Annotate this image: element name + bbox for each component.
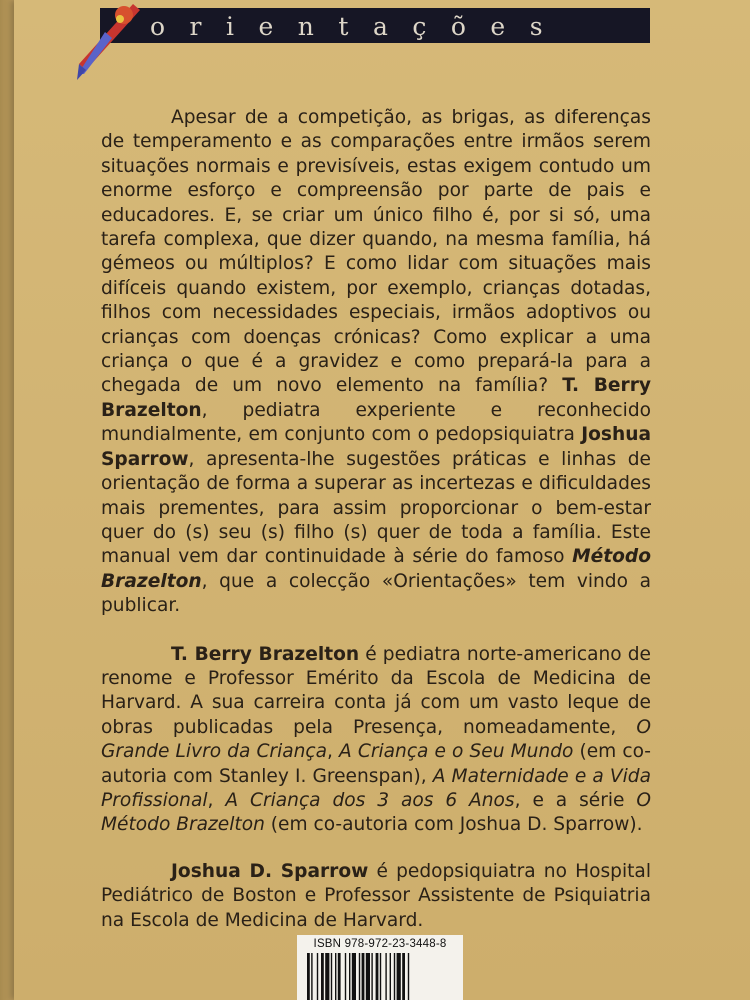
blurb-text <box>101 106 651 933</box>
author-bio-brazelton: T. Berry Brazelton é pediatra norte-americano de renome e Professor Emérito da Escola de Medicina de Harvard. A sua carreira conta já com um vasto leque de obras publicadas pela Presença, nomeadamente, O Grande Livro da Criança, A Criança e o Seu Mundo (em co-autoria com Stanley I. Greenspan), A Maternidade e a Vida Profissional, A Criança dos 3 aos 6 Anos, e a série O Método Brazelton (em co-autoria com Joshua D. Sparrow). <box>101 643 652 836</box>
pencil-logo-icon <box>70 0 140 82</box>
series-title: orientações <box>150 12 568 41</box>
isbn-number: ISBN 978-972-23-3448-8 <box>313 938 447 950</box>
barcode-label <box>297 935 463 1000</box>
author-bio-sparrow: Joshua D. Sparrow é pedopsiquiatra no Hospital Pediátrico de Boston e Professor Assistente de Psiquiatria na Escola de Medicina de Harvard. <box>101 860 651 931</box>
barcode-icon <box>307 953 453 1000</box>
synopsis-paragraph: Apesar de a competição, as brigas, as diferenças de temperamento e as comparações entre irmãos serem situações normais e previsíveis, estas exigem contudo um enorme esforço e compreensão por parte de pais e educadores. E, se criar um único filho é, por si só, uma tarefa complexa, que dizer quando, na mesma família, há gémeos ou múltiplos? E como lidar com situações mais difíceis quando existem, por exemplo, crianças dotadas, filhos com necessidades especiais, irmãos adoptivos ou crianças com doenças crónicas? Como explicar a uma criança o que é a gravidez e como prepará-la para a chegada de um novo elemento na família? T. Berry Brazelton, pediatra experiente e reconhecido mundialmente, em conjunto com o pedopsiquiatra Joshua Sparrow, apresenta-lhe sugestões práticas e linhas de orientação de forma a superar as incertezas e dificuldades mais prementes, para assim proporcionar o bem-estar quer do (s) seu (s) filho (s) quer de toda a família. Este manual vem dar continuidade à série do famoso Método Brazelton, que a colecção «Orientações» tem vindo a publicar. <box>101 107 652 617</box>
